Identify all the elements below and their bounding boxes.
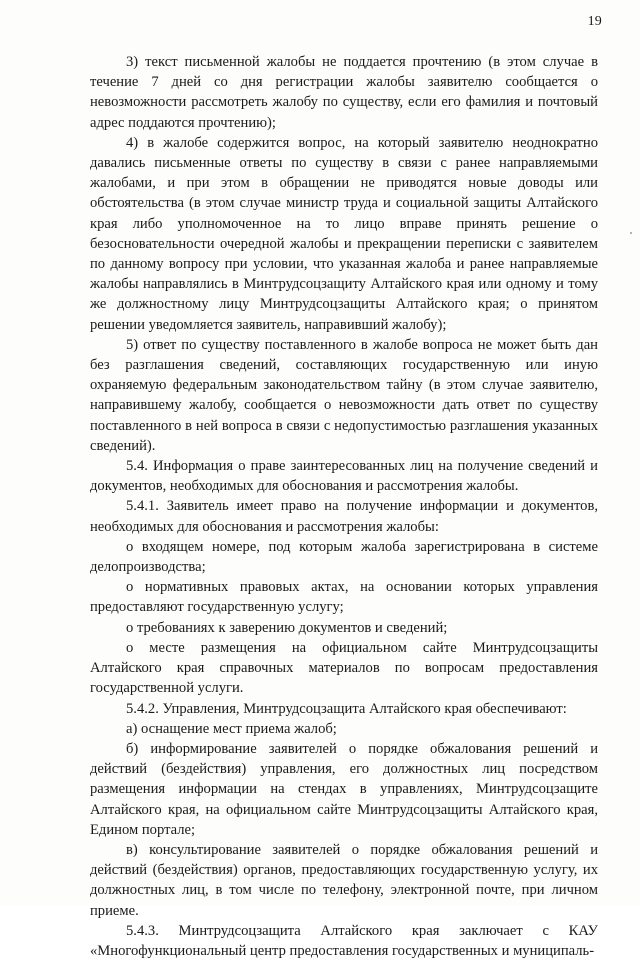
paragraph-reference-materials: о месте размещения на официальном сайте Минтрудсоцзащиты Алтайского края справочных материалов по вопросам предоставления государственной услуги. <box>90 639 598 697</box>
scan-speck <box>630 232 632 234</box>
paragraph-section-5-4: 5.4. Информация о праве заинтересованных лиц на получение сведений и документов, необходимых для обоснования и рассмотрения жалобы. <box>90 458 598 495</box>
paragraph-section-5-4-3: 5.4.3. Минтрудсоцзащита Алтайского края заключает с КАУ «Многофункциональный центр предоставления государственных и муниципаль- <box>90 922 598 959</box>
paragraph-item-4-repeated-question: 4) в жалобе содержится вопрос, на который заявителю неоднократно давались письменные ответы по существу в связи с ранее направляемыми жалобами, и при этом в обращении не приводятся новые доводы или обстоятельства (в этом случае министр труда и социальной защиты Алтайского края либо уполномоченное на то лицо вправе принять решение о безосновательности очередной жалобы и прекращении переписки с заявителем по данному вопросу при условии, что указанная жалоба и ранее направляемые жалобы направлялись в Минтрудсоцзащиту Алтайского края или одному и тому же должностному лицу Минтрудсоцзащиты Алтайского края; о принятом решении уведомляется заявитель, направивший жалобу); <box>90 134 598 333</box>
page-number: 19 <box>587 14 602 29</box>
paragraph-legal-acts: о нормативных правовых актах, на основании которых управления предоставляют государственную услугу; <box>90 579 598 616</box>
paragraph-item-b-informing: б) информирование заявителей о порядке обжалования решений и действий (бездействия) управления, его должностных лиц посредством размещения информации на стендах в управлениях, Минтрудсоцзащите Алтайского края, на официальном сайте Минтрудсоцзащиты Алтайского края, Едином портале; <box>90 740 598 838</box>
paragraph-section-5-4-2: 5.4.2. Управления, Минтрудсоцзащита Алтайского края обеспечивают: <box>126 700 567 717</box>
paragraph-section-5-4-1: 5.4.1. Заявитель имеет право на получение информации и документов, необходимых для обоснования и рассмотрения жалобы: <box>90 498 598 535</box>
paragraph-item-c-consulting: в) консультирование заявителей о порядке обжалования решений и действий (бездействия) органов, предоставляющих государственную услугу, их должностных лиц, в том числе по телефону, электронной почте, при личном приеме. <box>90 841 598 919</box>
paragraph-item-5-state-secret: 5) ответ по существу поставленного в жалобе вопроса не может быть дан без разглашения сведений, составляющих государственную или иную охраняемую федеральным законодательством тайну (в этом случае заявителю, направившему жалобу, сообщается о невозможности дать ответ по существу поставленного в ней вопроса в связи с недопустимостью разглашения указанных сведений). <box>90 336 598 454</box>
document-body <box>90 52 598 961</box>
paragraph-item-3-unreadable: 3) текст письменной жалобы не поддается прочтению (в этом случае в течение 7 дней со дня регистрации жалобы заявителю сообщается о невозможности рассмотреть жалобу по существу, если его фамилия и почтовый адрес поддаются прочтению); <box>90 54 598 131</box>
paragraph-certification-requirements: о требованиях к заверению документов и сведений; <box>126 619 448 636</box>
paragraph-incoming-number: о входящем номере, под которым жалоба зарегистрирована в системе делопроизводства; <box>90 538 598 576</box>
paragraph-item-a-equipment: а) оснащение мест приема жалоб; <box>126 720 337 737</box>
